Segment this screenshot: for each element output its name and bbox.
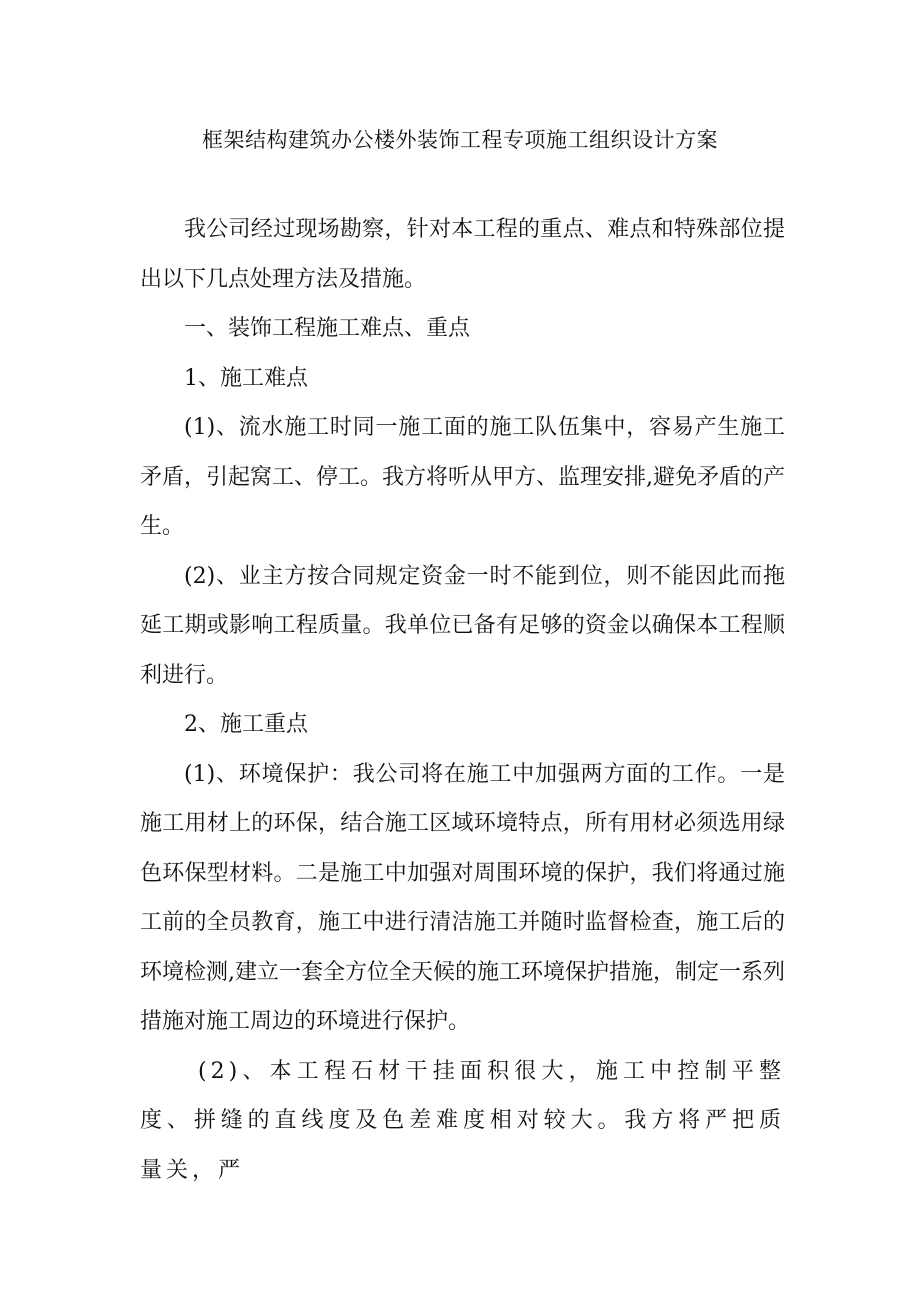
document-title: 框架结构建筑办公楼外装饰工程专项施工组织设计方案 <box>202 128 718 152</box>
paragraph-intro: 我公司经过现场勘察，针对本工程的重点、难点和特殊部位提出以下几点处理方法及措施。 <box>140 217 785 292</box>
paragraph-difficulty-2: (2)、业主方按合同规定资金一时不能到位，则不能因此而拖延工期或影响工程质量。我单位已备有足够的资金以确保本工程顺利进行。 <box>140 563 785 688</box>
paragraph-key-point-2: (2)、本工程石材干挂面积很大，施工中控制平整度、拼缝的直线度及色差难度相对较大。我方将严把质量关，严 <box>140 1058 785 1183</box>
subsection-heading-key-points: 2、施工重点 <box>184 712 308 737</box>
paragraph-key-point-1: (1)、环境保护：我公司将在施工中加强两方面的工作。一是施工用材上的环保，结合施工区域环境特点，所有用材必须选用绿色环保型材料。二是施工中加强对周围环境的保护，我们将通过施工前的全员教育，施工中进行清洁施工并随时监督检查，施工后的环境检测,建立一套全方位全天候的施工环境保护措施，制定一系列措施对施工周边的环境进行保护。 <box>140 761 785 1034</box>
subsection-heading-difficulties: 1、施工难点 <box>184 365 308 391</box>
section-heading-1: 一、装饰工程施工难点、重点 <box>184 316 471 341</box>
document-body <box>140 205 785 1195</box>
paragraph-difficulty-1: (1)、流水施工时同一施工面的施工队伍集中，容易产生施工矛盾，引起窝工、停工。我方将听从甲方、监理安排,避免矛盾的产生。 <box>140 415 785 539</box>
